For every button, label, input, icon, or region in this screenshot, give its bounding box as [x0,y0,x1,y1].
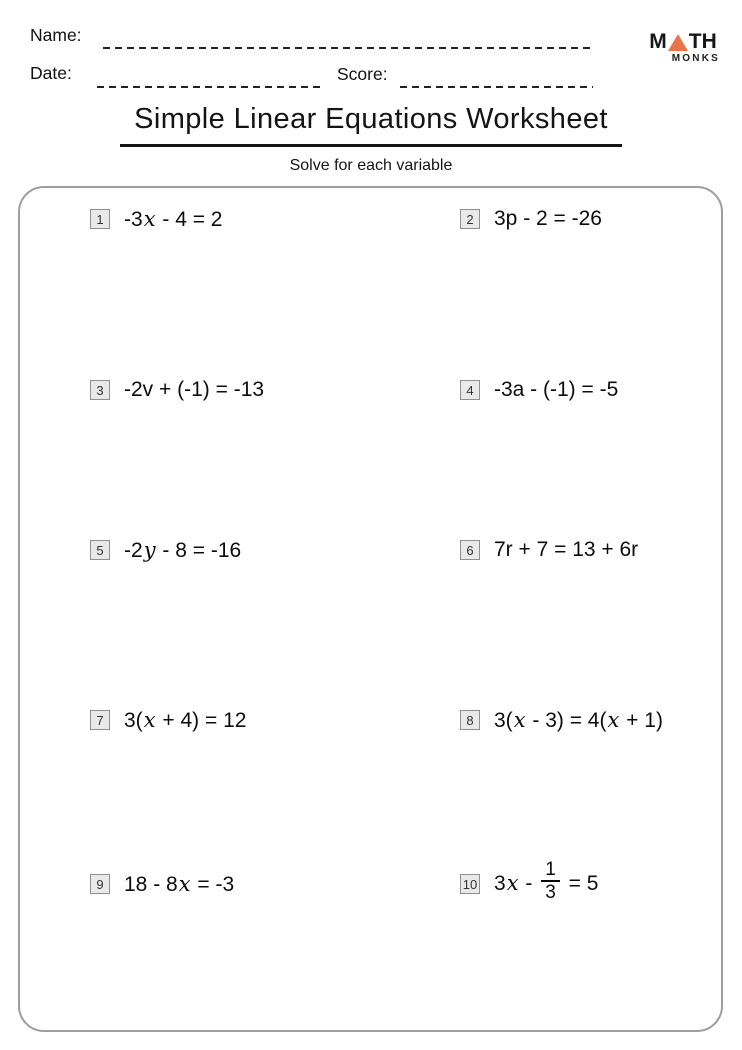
score-label: Score: [337,64,388,84]
logo-monks-text: MONKS [671,53,720,64]
page-title: Simple Linear Equations Worksheet [120,103,622,147]
instructions-text: Solve for each variable [289,157,453,174]
problem-6 [460,535,638,565]
problem-9 [90,869,234,899]
problem-number-badge: 2 [460,209,480,229]
logo-math-text [645,31,721,52]
date-fill-line [97,86,323,88]
problem-number-badge: 3 [90,380,110,400]
equation-text: 18 - 8x = -3 [124,871,235,896]
problem-number-badge: 9 [90,874,110,894]
problem-number-badge: 4 [460,380,480,400]
equation-text: -3a - (-1) = -5 [494,378,619,401]
equation-text: 3x - $\frac{1}{3}$ = 5 [494,858,599,903]
problem-number-badge: 5 [90,540,110,560]
problem-number-badge: 8 [460,710,480,730]
name-fill-line [103,47,595,49]
problem-number-badge: 6 [460,540,480,560]
equation-text: 3p - 2 = -26 [494,207,602,230]
equation-text: 7r + 7 = 13 + 6r [494,538,639,561]
date-label: Date: [30,63,72,83]
name-label: Name: [30,25,82,45]
math-monks-logo [645,31,721,64]
problem-number-badge: 10 [460,874,480,894]
problem-1 [90,204,222,234]
logo-letters-th: TH [688,30,717,53]
problem-10 [460,858,599,903]
equation-text: 3(x + 4) = 12 [124,707,247,732]
triangle-icon [668,34,688,51]
problem-2 [460,204,602,234]
problem-4 [460,375,618,405]
problem-3 [90,375,264,405]
problem-number-badge: 7 [90,710,110,730]
equation-text: -2v + (-1) = -13 [124,378,265,401]
equation-text: -3x - 4 = 2 [124,206,223,231]
logo-letter-m: M [649,30,667,53]
problem-5 [90,535,241,565]
equation-text: 3(x - 3) = 4(x + 1) [494,707,663,732]
fraction: $\frac{1}{3}$ [541,859,560,904]
problem-number-badge: 1 [90,209,110,229]
problems-panel [18,186,723,1032]
equation-text: -2y - 8 = -16 [124,537,242,562]
score-fill-line [400,86,593,88]
problem-8 [460,705,663,735]
problem-7 [90,705,246,735]
